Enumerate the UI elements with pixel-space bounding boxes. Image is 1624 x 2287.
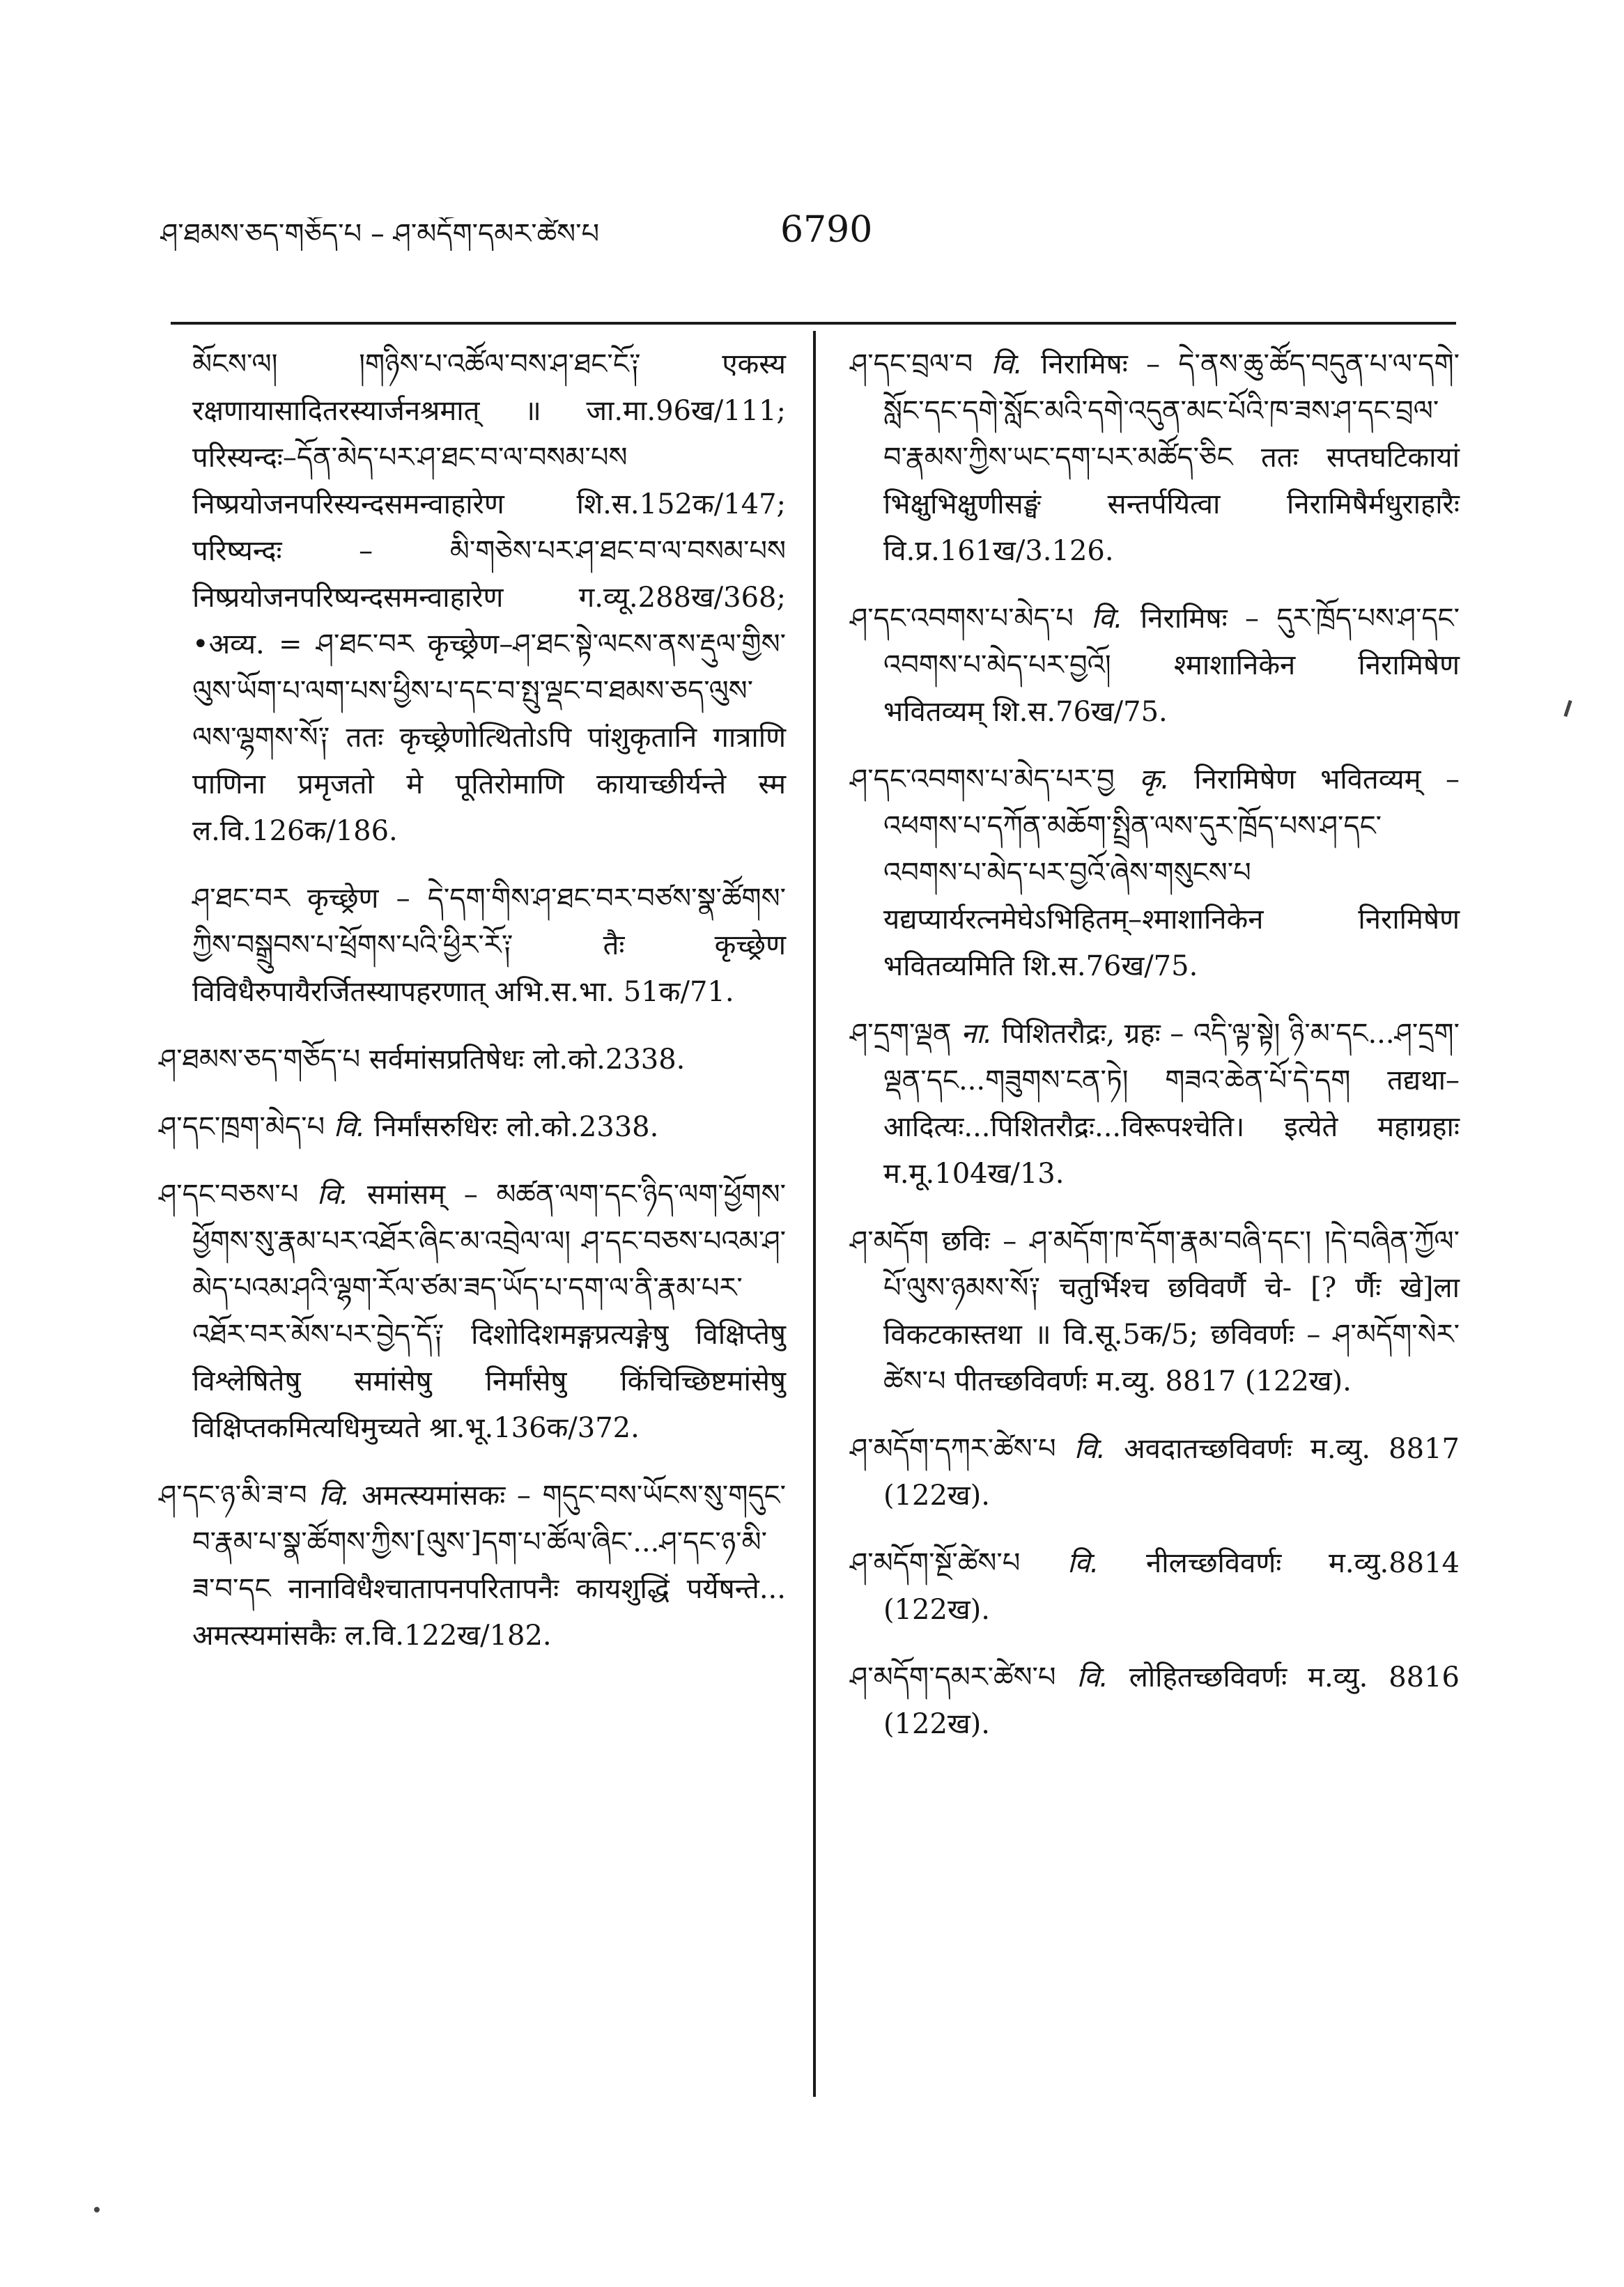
entry-headword: ཤ་མདོག་དཀར་ཚེས་པ (850, 1433, 1056, 1465)
dictionary-entry (850, 1654, 1460, 1748)
entry-body: མོངས་ལ། །གཉིས་པ་འཚོལ་བས་ཤ་ཐང་ངོ༑ एकस्य रक्षणायासादितरस्यार्जनश्रमात् ॥ जा.मा.96ख/111; परिस्यन्दः–དོན་མེད་པར་ཤ་ཐང་བ་ལ་བསམ་པས निष्प्रयोजनपरिस्यन्दसमन्वाहारेण शि.स.152क/147; परिष्यन्दः – མི་གཅེས་པར་ཤ་ཐང་བ་ལ་བསམ་པས निष्प्रयोजनपरिष्यन्दसमन्वाहारेण ग.व्यू.288ख/368; •अव्य. = ཤ་ཐང་བར कृच्छ्रेण–ཤ་ཐང་སྟེ་ལངས་ནས་རྡུལ་གྱིས་ལུས་ཡོག་པ་ལག་པས་ཕྱིས་པ་དང་བ་སྤུ་ལྡང་བ་ཐམས་ཅད་ལུས་ལས་ལྷགས་སོ༑ ततः कृच्छ्रेणोत्थितोऽपि पांशुकृतानि गात्राणि पाणिना प्रमृजतो मे पूतिरोमाणि कायाच्छीर्यन्ते स्म ल.वि.126क/186. (192, 348, 786, 847)
grammar-label: वि. (318, 1480, 350, 1512)
entry-body: निरामिषेण भवितव्यम् – འཕགས་པ་དཀོན་མཆོག་སྤྲིན་ལས་དུར་ཁྲོད་པས་ཤ་དང་འབགས་པ་མེད་པར་བྱའོ་ཞེས་གསུངས་པ यद्यप्यार्यरत्नमेघेऽभिहितम्–श्माशानिकेन निरामिषेण भवितव्यमिति शि.स.76ख/75. (883, 763, 1460, 982)
grammar-label: कृ. (1139, 763, 1170, 796)
stray-mark (1563, 700, 1572, 717)
entry-headword: ཤ་ཐམས་ཅད་གཅོད་པ (159, 1044, 361, 1076)
stray-dot (94, 2207, 100, 2212)
entry-headword: ཤ་དང་འབགས་པ་མེད་པར་བྱ (850, 763, 1115, 796)
dictionary-entry (850, 1540, 1460, 1634)
entry-headword: ཤ་དང་བཅས་པ (159, 1179, 299, 1211)
entry-headword: ཤ་མདོག་སྔོ་ཚེས་པ (850, 1547, 1021, 1579)
entry-body: सर्वमांसप्रतिषेधः लो.को.2338. (369, 1044, 686, 1076)
right-column (850, 341, 1460, 1769)
entry-body: छविः – ཤ་མདོག་ཁ་དོག་རྣམ་བཞི་དང་། །དེ་བཞིན་ཀྱོལ་པོ་ལུས་ཉམས་སོ༑ चतुर्भिश्च छविवर्णै चे- [? र्णैः खे]ला विकटकास्तथा ॥ वि.सू.5क/5; छविवर्णः – ཤ་མདོག་སེར་ཚེས་པ पीतच्छविवर्णः म.व्यु. 8817 (122ख). (883, 1225, 1460, 1397)
dictionary-entry (850, 596, 1460, 736)
entry-body: अमत्स्यमांसकः – གདུང་བས་ཡོངས་སུ་གདུང་བ་རྣམ་པ་སྣ་ཚོགས་ཀྱིས་[ལུས་]དག་པ་ཚོལ་ཞིང་...ཤ་དང་ཉ་མི་ཟ་བ་དང नानाविधैश्चातापनपरितापनैः कायशुद्धिं पर्येषन्ते... अमत्स्यमांसकैः ल.वि.122ख/182. (192, 1480, 786, 1652)
sub-entry (159, 876, 786, 1016)
header-rule (171, 322, 1456, 325)
entry-body: नीलच्छविवर्णः म.व्यु.8814 (122ख). (883, 1547, 1460, 1626)
entry-headword: ཤ་དང་ཉ་མི་ཟ་བ (159, 1480, 307, 1512)
grammar-label: वि. (1076, 1661, 1108, 1693)
entry-headword: ཤ་དང་ཁྲག་མེད་པ (159, 1111, 325, 1143)
dictionary-entry (850, 1218, 1460, 1405)
grammar-label: वि. (1074, 1433, 1106, 1465)
entry-body: पिशितरौद्रः, ग्रहः – འདི་ལྟ་སྟེ། ཉི་མ་དང...ཤ་དྲག་ལྡན་དང...གཟུགས་ངན་ཏེ། གཟའ་ཆེན་པོ་དེ་དག तद्यथा–आदित्यः...पिशितरौद्रः...विरूपश्चेति। इत्येते महाग्रहाः म.मू.104ख/13. (883, 1018, 1460, 1190)
entry-body: निरामिषः – དུར་ཁྲོད་པས་ཤ་དང་འབགས་པ་མེད་པར་བྱའོ། श्माशानिकेन निरामिषेण भवितव्यम् शि.स.76ख/75. (883, 603, 1460, 728)
grammar-label: ना. (961, 1018, 993, 1050)
entry-headword: ཤ་དང་བྲལ་བ (850, 348, 973, 380)
running-head: ཤ་ཐམས་ཅད་གཅོད་པ – ཤ་མདོག་དམར་ཚེས་པ (160, 218, 600, 250)
entry-headword: ཤ་དང་འབགས་པ་མེད་པ (850, 603, 1074, 635)
entry-body: निरामिषः – དེ་ནས་ཆུ་ཚོད་བདུན་པ་ལ་དགེ་སློང་དང་དགེ་སློང་མའི་དགེ་འདུན་མང་པོའི་ཁ་ཟས་ཤ་དང་བྲལ་བ་རྣམས་ཀྱིས་ཡང་དག་པར་མཚོད་ཅིང ततः सप्तघटिकायां भिक्षुभिक्षुणीसङ्घं सन्तर्पयित्वा निरामिषैर्मधुराहारैः वि.प्र.161ख/3.126. (883, 348, 1460, 567)
dictionary-entry (850, 757, 1460, 990)
entry-body: निर्मांसरुधिरः लो.को.2338. (365, 1111, 659, 1143)
entry-headword: ཤ་དྲག་ལྡན (850, 1018, 952, 1050)
column-divider (813, 331, 816, 2097)
dictionary-entry (159, 1104, 786, 1151)
entry-body: लोहितच्छविवर्णः म.व्यु. 8816 (122ख). (883, 1661, 1460, 1740)
left-column (159, 341, 786, 1680)
entry-continuation (159, 341, 786, 855)
dictionary-entry (159, 1172, 786, 1452)
grammar-label: वि. (991, 348, 1023, 380)
dictionary-entry (159, 1037, 786, 1083)
entry-body: ཤ་ཐང་བར कृच्छ्रेण – དེ་དག་གིས་ཤ་ཐང་བར་བཙས་སྣ་ཚོགས་ཀྱིས་བསྒྲུབས་པ་ཕྲོགས་པའི་ཕྱིར་རོ༑ तैः कृच्छ्रेण विविधैरुपायैरर्जितस्यापहरणात् अभि.स.भा. 51क/71. (192, 883, 786, 1008)
grammar-label: वि. (1067, 1547, 1099, 1579)
page-number: 6790 (780, 209, 873, 251)
entry-headword: ཤ་མདོག (850, 1225, 929, 1257)
grammar-label: वि. (317, 1179, 349, 1211)
entry-body: समांसम् – མཚན་ལག་དང་ཉིད་ལག་ཕྱོགས་ཕྱོགས་སུ་རྣམ་པར་འཐོར་ཞིང་མ་འབྲེལ་ལ། ཤ་དང་བཅས་པའམ་ཤ་མེད་པའམ་ཤའི་ལྷག་རོལ་ཙམ་ཟད་ཡོད་པ་དག་ལ་ནི་རྣམ་པར་འཐོར་བར་མོས་པར་བྱེད་དོ༑ दिशोदिशमङ्गप्रत्यङ्गेषु विक्षिप्तेषु विश्लेषितेषु समांसेषु निर्मांसेषु किंचिच्छिष्टमांसेषु विक्षिप्तकमित्यधिमुच्यते श्रा.भू.136क/372. (192, 1179, 786, 1444)
dictionary-entry (159, 1473, 786, 1659)
dictionary-entry (850, 1011, 1460, 1197)
entry-headword: ཤ་མདོག་དམར་ཚེས་པ (850, 1661, 1056, 1693)
grammar-label: वि. (1091, 603, 1123, 635)
dictionary-entry (850, 341, 1460, 575)
dictionary-entry (850, 1426, 1460, 1519)
grammar-label: वि. (333, 1111, 366, 1143)
entry-body: अवदातच्छविवर्णः म.व्यु. 8817 (122ख). (883, 1433, 1460, 1512)
